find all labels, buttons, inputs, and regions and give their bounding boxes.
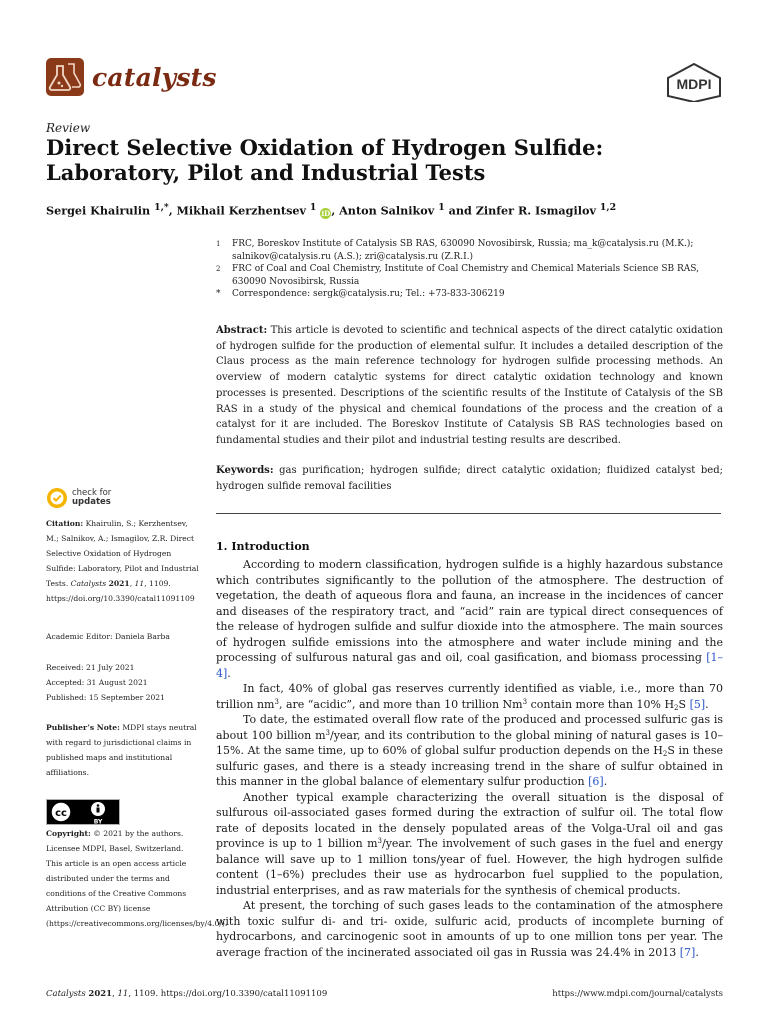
footer-doi[interactable]: , 1109. https://doi.org/10.3390/catal11091109 bbox=[128, 989, 328, 999]
author-separator: and bbox=[444, 203, 476, 218]
flask-logo-icon bbox=[46, 58, 84, 96]
section-title: 1. Introduction bbox=[216, 540, 310, 553]
mdpi-logo-icon[interactable] bbox=[664, 62, 724, 102]
keywords bbox=[216, 463, 723, 494]
paragraph-text: S bbox=[678, 697, 690, 711]
footer-year: 2021 bbox=[88, 989, 113, 999]
paragraph-text: /year. The involvement of such gases in the fuel and energy balance will save up to 1 million tons/year of fuel. However, the high hydrogen sulfide content (1–6%) precludes their use as hydrocarbon fuel supplied to the population, industrial enterprises, and as raw materials for the synthesis of chemical products. bbox=[216, 837, 723, 897]
paragraph-text: To date, the estimated overall flow rate of the produced and processed sulfuric gas is about 100 billion m bbox=[216, 713, 723, 742]
author-name[interactable]: Mikhail Kerzhentsev bbox=[176, 203, 307, 218]
author-list bbox=[46, 202, 726, 219]
dates-block bbox=[46, 660, 202, 705]
affiliation-text: FRC of Coal and Coal Chemistry, Institute of Coal Chemistry and Chemical Materials Science SB RAS, 630090 Novosibirsk, Russia bbox=[232, 264, 699, 287]
paragraph-text: In fact, 40% of global gas reserves currently identified as viable, i.e., more than 70 trillion nm bbox=[216, 682, 723, 711]
article-type: Review bbox=[46, 121, 91, 135]
academic-editor: Academic Editor: Daniela Barba bbox=[46, 632, 170, 641]
check-updates-icon bbox=[46, 487, 68, 509]
citation-journal: Catalysts bbox=[70, 579, 107, 588]
check-updates-label bbox=[72, 489, 111, 508]
check-updates-line1: check for bbox=[72, 487, 112, 498]
author-name[interactable]: Anton Salnikov bbox=[339, 203, 435, 218]
abstract-text: This article is devoted to scientific and technical aspects of the direct catalytic oxidation of hydrogen sulfide for the production of elemental sulfur. It includes a detailed description of the Claus process as the main reference technology for hydrogen sulfide processing methods. An overview of modern catalytic systems for direct catalytic oxidation technology and known processes is presented. Descriptions of the scientific results of the Institute of Catalysis of the SB RAS in a study of the physical and chemical foundations of the process and the creation of a catalyst for it are included. The Boreskov Institute of Catalysis SB RAS technologies based on fundamental studies and their pilot and industrial testing results are described. bbox=[216, 325, 723, 446]
affiliation-mark: * bbox=[216, 289, 221, 300]
author-affiliation-mark: 1 bbox=[309, 202, 317, 213]
superscript: 3 bbox=[522, 697, 528, 706]
footer-journal: Catalysts bbox=[46, 989, 86, 999]
affiliation-mark: 2 bbox=[216, 265, 221, 274]
keywords-label: Keywords: bbox=[216, 465, 274, 476]
keywords-text: gas purification; hydrogen sulfide; direct catalytic oxidation; fluidized catalyst bed; hydrogen sulfide removal facilities bbox=[216, 465, 723, 492]
check-for-updates-button[interactable] bbox=[46, 484, 136, 512]
svg-text:cc: cc bbox=[55, 808, 67, 819]
correspondence-text[interactable]: Correspondence: sergk@catalysis.ru; Tel.: +73-833-306219 bbox=[232, 289, 505, 300]
superscript: 3 bbox=[325, 728, 330, 737]
superscript: 3 bbox=[377, 837, 382, 845]
published-date: Published: 15 September 2021 bbox=[46, 693, 165, 702]
accepted-date: Accepted: 31 August 2021 bbox=[46, 678, 148, 687]
footer-citation: Catalysts 2021, 11, 1109. https://doi.org/10.3390/catal11091109 bbox=[46, 989, 328, 999]
check-updates-line2: updates bbox=[72, 497, 111, 507]
author-name[interactable]: Sergei Khairulin bbox=[46, 203, 151, 218]
cc-by-license-icon[interactable] bbox=[46, 799, 120, 825]
affiliations bbox=[216, 238, 726, 301]
affiliation-item bbox=[216, 263, 726, 288]
citation-label: Citation: bbox=[46, 519, 84, 528]
citation-link[interactable]: [6] bbox=[588, 775, 604, 788]
affiliation-item bbox=[216, 238, 726, 263]
citation-link[interactable]: [5] bbox=[689, 697, 706, 711]
paragraph-text: At present, the torching of such gases leads to the contamination of the atmosphere with toxic sulfur di- and tri- oxide, sulfuric acid, products of incomplete burning of hydrocarbons, and carcinogenic soot in amounts of up to one million tons per year. The average fraction of the incinerated associated oil gas in Russia was 24.4% in 2013 bbox=[216, 899, 723, 959]
subscript: 2 bbox=[674, 703, 679, 712]
author-affiliation-mark: 1,2 bbox=[599, 202, 617, 213]
journal-name: catalysts bbox=[92, 62, 217, 92]
citation-link[interactable]: [7] bbox=[679, 945, 696, 959]
footer-volume: 11 bbox=[117, 989, 129, 999]
article-title: Direct Selective Oxidation of Hydrogen Sulfide: Laboratory, Pilot and Industrial Tests bbox=[46, 135, 604, 185]
publisher-name: MDPI bbox=[676, 76, 712, 92]
citation-volume: 11 bbox=[134, 579, 145, 588]
paragraph bbox=[216, 790, 723, 899]
author-affiliation-mark: 1 bbox=[438, 202, 445, 213]
affiliation-text: FRC, Boreskov Institute of Catalysis SB RAS, 630090 Novosibirsk, Russia; ma_k@catalysis.ru (M.K.); salnikov@catalysis.ru (A.S.); zri@catalysis.ru (Z.R.I.) bbox=[232, 239, 694, 262]
body-text bbox=[216, 557, 723, 960]
citation-block: Citation: Khairulin, S.; Kerzhentsev, M.; Salnikov, A.; Ismagilov, Z.R. Direct Selective Oxidation of Hydrogen Sulfide: Laboratory, Pilot and Industrial Tests. Catalysts 2021, 11, 1109. https://doi.org/10.3390/catal11091109 bbox=[46, 519, 199, 603]
footer-journal-url[interactable]: https://www.mdpi.com/journal/catalysts bbox=[552, 989, 723, 999]
subscript: 2 bbox=[662, 750, 668, 758]
abstract-label: Abstract: bbox=[216, 325, 268, 336]
citation-link[interactable]: [1–4] bbox=[216, 651, 723, 680]
paragraph: To date, the estimated overall flow rate of the produced and processed sulfuric gas is about 100 billion $m^3$/year, and its contribution to the global mining of natural gases is 10–15%. At the same time, up to 60% of global sulfur production depends on the $H_2S$ in these sulfuric gases, and there is a steady increasing trend in the share of sulfur obtained in this manner in the global balance of elementary sulfur production [6]. bbox=[216, 713, 724, 788]
paragraph-text: S in these sulfuric gases, and there is a steady increasing trend in the share of sulfur obtained in this manner in the global balance of elementary sulfur production bbox=[216, 744, 723, 788]
citation-doi[interactable]: , 1109. https://doi.org/10.3390/catal11091109 bbox=[46, 579, 195, 603]
paragraph-text: , are “acidic”, and more than 10 trillion Nm bbox=[278, 697, 523, 711]
citation-text: Khairulin, S.; Kerzhentsev, M.; Salnikov, A.; Ismagilov, Z.R. Direct Selective Oxidation of Hydrogen Sulfide: Laboratory, Pilot and Industrial Tests. bbox=[46, 519, 199, 588]
abstract bbox=[216, 323, 723, 449]
author-affiliation-mark: 1,* bbox=[154, 202, 169, 213]
copyright-block bbox=[46, 826, 228, 931]
publisher-note-label: Publisher’s Note: bbox=[46, 723, 120, 732]
copyright-text: © 2021 by the authors. Licensee MDPI, Basel, Switzerland. This article is an open access article distributed under the terms and conditions of the Creative Commons Attribution (CC BY) license (https://creativecommons.org/licenses/by/4.0/). bbox=[46, 829, 228, 928]
publisher-note-text: MDPI stays neutral with regard to jurisdictional claims in published maps and institutional affiliations. bbox=[46, 723, 197, 777]
paragraph: At present, the torching of such gases leads to the contamination of the atmosphere with toxic sulfur di- and tri- oxide, sulfuric acid, products of incomplete burning of hydrocarbons, and carcinogenic soot in amounts of up to one million tons per year. The average fraction of the incinerated associated oil gas in Russia was 24.4% in 2013 [7]. bbox=[216, 899, 723, 959]
affiliation-item bbox=[216, 288, 726, 301]
paragraph: In fact, 40% of global gas reserves currently identified as viable, i.e., more than 70 trillion $nm^3$, are “acidic”, and more than 10 trillion Nm$^3$ contain more than 10% $H_2S$ [5]. bbox=[216, 682, 723, 712]
author-separator: , bbox=[331, 203, 340, 218]
paragraph-text: Another typical example characterizing the overall situation is the disposal of sulfurous oil-associated gases formed during the extraction of sulfur oil. The total flow rate of deposits located in the densely populated areas of the Volga-Ural oil and gas province is up to 1 billion m bbox=[216, 790, 723, 850]
publisher-note bbox=[46, 720, 202, 780]
superscript: 3 bbox=[274, 697, 279, 706]
paragraph-text: /year, and its contribution to the global mining of natural gases is 10–15%. At the same time, up to 60% of global sulfur production depends on the H bbox=[216, 728, 724, 757]
received-date: Received: 21 July 2021 bbox=[46, 663, 135, 672]
orcid-icon[interactable]: iD bbox=[321, 208, 331, 218]
copyright-label: Copyright: bbox=[46, 829, 91, 838]
author-separator: , bbox=[168, 203, 177, 218]
journal-logo[interactable] bbox=[46, 57, 426, 97]
affiliation-mark: 1 bbox=[216, 240, 221, 248]
paragraph-text: contain more than 10% H bbox=[527, 697, 675, 711]
paragraph: According to modern classification, hydrogen sulfide is a highly hazardous substance which contributes significantly to the pollution of the atmosphere. The destruction of vegetation, the death of aqueous flora and fauna, an increase in the incidences of cancer and diseases of the respiratory tract, and “acid” rain are typical direct consequences of the release of hydrogen sulfide and sulfur dioxide into the atmosphere. The main sources of hydrogen sulfide emissions into the atmosphere and water include mining and the processing of sulfurous natural gas and oil, coal gasification, and biomass processing [1–4]. bbox=[216, 558, 723, 680]
section-divider bbox=[216, 513, 721, 514]
paragraph-text: According to modern classification, hydrogen sulfide is a highly hazardous substance which contributes significantly to the pollution of the atmosphere. The destruction of vegetation, the death of aqueous flora and fauna, an increase in the incidences of cancer and diseases of the respiratory tract, and “acid” rain are typical direct consequences of the release of hydrogen sulfide and sulfur dioxide into the atmosphere. The main sources of hydrogen sulfide emissions into the atmosphere and water include mining and the processing of sulfurous natural gas and oil, coal gasification, and biomass processing bbox=[216, 558, 723, 664]
cc-badge-label: BY bbox=[93, 818, 103, 825]
author-name[interactable]: Zinfer R. Ismagilov bbox=[475, 203, 596, 218]
citation-year: 2021 bbox=[108, 579, 130, 588]
